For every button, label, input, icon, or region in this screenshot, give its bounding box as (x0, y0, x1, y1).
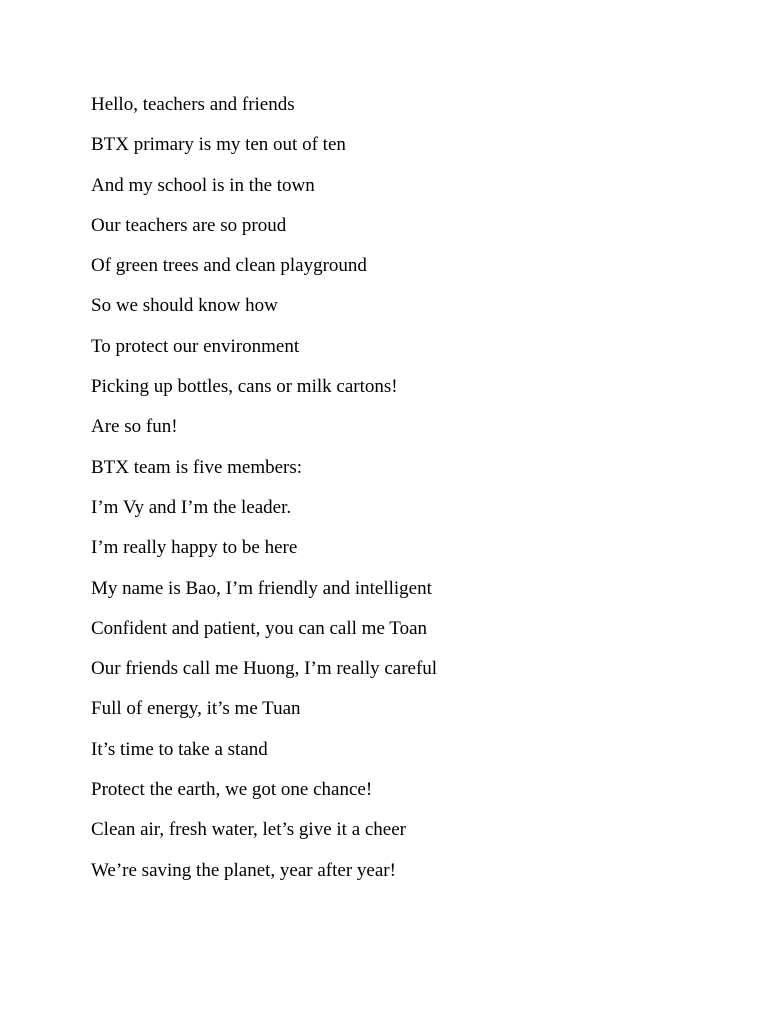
poem-line: Our friends call me Huong, I’m really careful (91, 658, 438, 680)
poem-line: Clean air, fresh water, let’s give it a cheer (91, 819, 407, 841)
poem-line: My name is Bao, I’m friendly and intelligent (91, 577, 432, 599)
poem-line: BTX team is five members: (91, 456, 303, 478)
poem-text (91, 93, 437, 899)
poem-line: So we should know how (91, 295, 278, 317)
poem-line: It’s time to take a stand (91, 738, 268, 760)
poem-line: Confident and patient, you can call me Toan (91, 617, 427, 639)
poem-line: And my school is in the town (91, 174, 315, 196)
poem-line: Picking up bottles, cans or milk cartons! (91, 376, 398, 398)
poem-line: I’m Vy and I’m the leader. (91, 496, 292, 518)
poem-line: Hello, teachers and friends (91, 94, 295, 115)
poem-line: Protect the earth, we got one chance! (91, 779, 373, 801)
poem-line: Our teachers are so proud (91, 214, 287, 236)
poem-line: Of green trees and clean playground (91, 255, 367, 277)
poem-line: Full of energy, it’s me Tuan (91, 698, 301, 720)
poem-line: Are so fun! (91, 416, 178, 438)
poem-line: To protect our environment (91, 335, 300, 357)
poem-line: We’re saving the planet, year after year! (91, 859, 396, 881)
poem-line: I’m really happy to be here (91, 537, 298, 559)
poem-line: BTX primary is my ten out of ten (91, 134, 346, 156)
